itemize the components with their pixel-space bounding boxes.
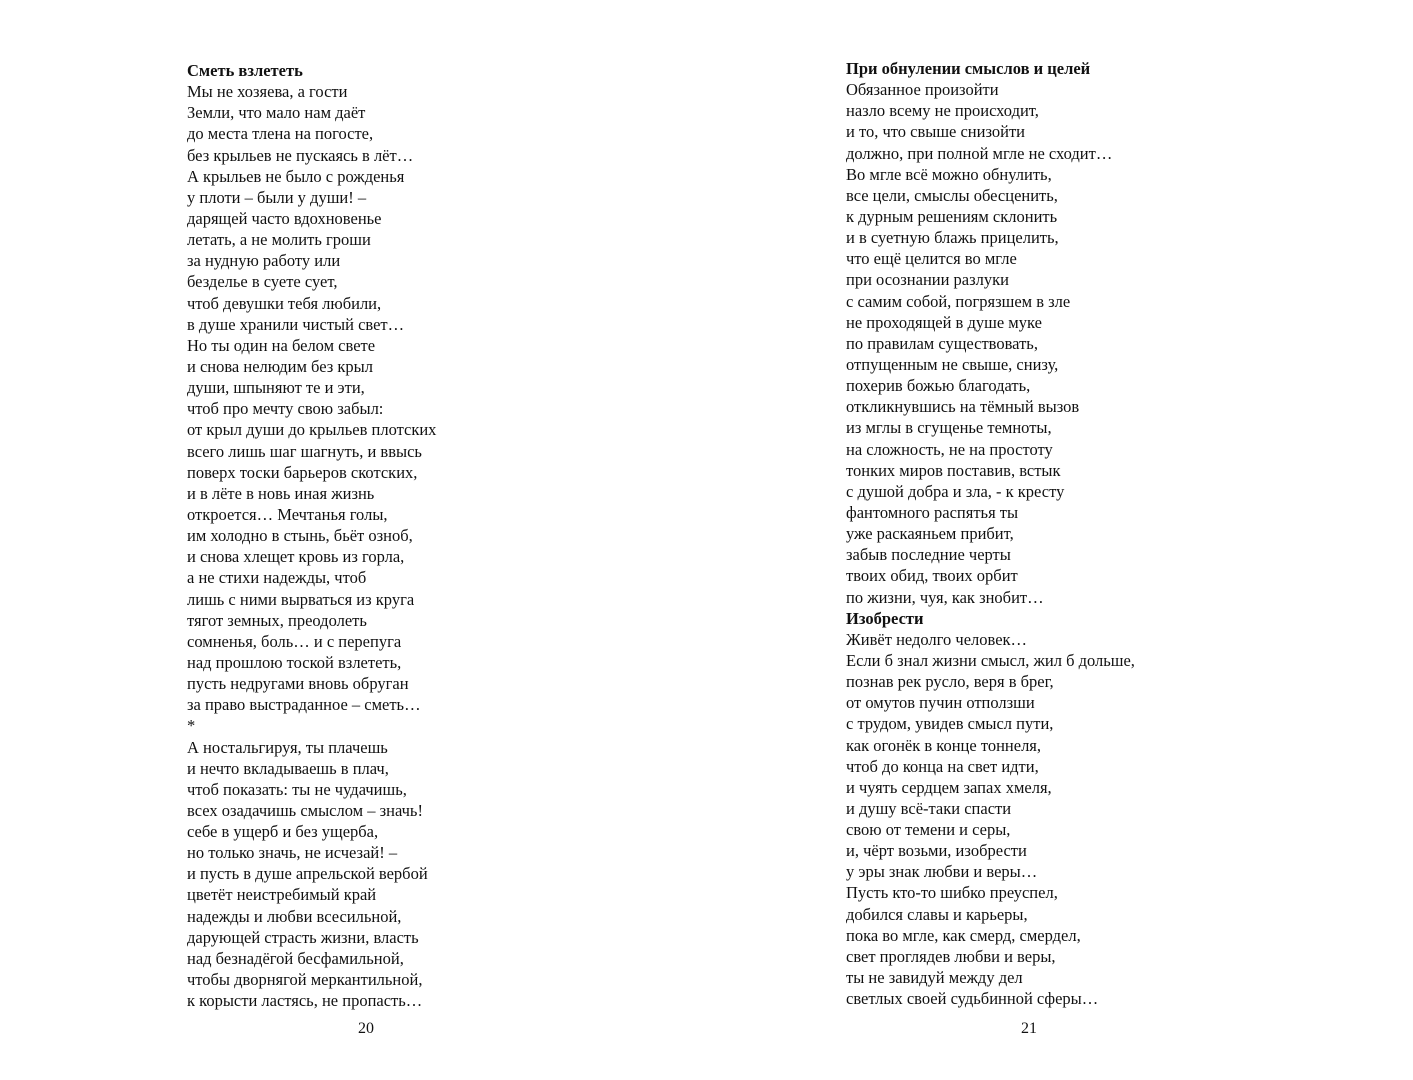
poem-line: при осознании разлуки bbox=[846, 270, 1009, 290]
poem-line: а не стихи надежды, чтоб bbox=[187, 568, 367, 588]
poem-line: надежды и любви всесильной, bbox=[187, 906, 402, 926]
poem-line: и то, что свыше снизойти bbox=[846, 122, 1025, 142]
poem-line: не проходящей в душе муке bbox=[846, 312, 1042, 332]
poem-line: к корысти ластясь, не пропасть… bbox=[187, 991, 423, 1011]
right-page bbox=[706, 0, 1413, 1080]
poem-line: и нечто вкладываешь в плач, bbox=[187, 758, 389, 778]
poem-line: свет проглядев любви и веры, bbox=[846, 946, 1056, 966]
poem-title: Изобрести bbox=[846, 608, 924, 628]
poem-line: по правилам существовать, bbox=[846, 333, 1038, 353]
page-number-left: 20 bbox=[358, 1020, 374, 1037]
poem-line: на сложность, не на простоту bbox=[846, 439, 1053, 459]
poem-line: дарящей часто вдохновенье bbox=[187, 208, 382, 228]
poem-line: тягот земных, преодолеть bbox=[187, 610, 367, 630]
poem-line: отпущенным не свыше, снизу, bbox=[846, 354, 1059, 374]
poem-line: А крыльев не было с рожденья bbox=[187, 166, 405, 186]
poem-line: Обязанное произойти bbox=[846, 80, 999, 100]
poem-line: цветёт неистребимый край bbox=[187, 885, 377, 905]
poem-line: Живёт недолго человек… bbox=[846, 629, 1028, 649]
poem-line: и в суетную блажь прицелить, bbox=[846, 228, 1059, 248]
poem-line: Земли, что мало нам даёт bbox=[187, 103, 366, 123]
poem-line: чтоб девушки тебя любили, bbox=[187, 293, 382, 313]
poem-line: у плоти – были у души! – bbox=[187, 187, 367, 207]
poem-line: от омутов пучин отползши bbox=[846, 693, 1035, 713]
poem-line: должно, при полной мгле не сходит… bbox=[846, 143, 1113, 163]
poem-line: дарующей страсть жизни, власть bbox=[187, 927, 419, 947]
poem-line: и снова нелюдим без крыл bbox=[187, 356, 373, 376]
poem-line: похерив божью благодать, bbox=[846, 376, 1031, 396]
poem-line: поверх тоски барьеров скотских, bbox=[187, 462, 418, 482]
poem-title: Сметь взлететь bbox=[187, 61, 303, 80]
right-page-text bbox=[846, 58, 1135, 1009]
poem-line: познав рек русло, веря в брег, bbox=[846, 672, 1054, 692]
poem-line: назло всему не происходит, bbox=[846, 101, 1039, 121]
poem-line: до места тлена на погосте, bbox=[187, 124, 374, 144]
poem-line: Но ты один на белом свете bbox=[187, 335, 376, 355]
poem-line: над безнадёгой бесфамильной, bbox=[187, 948, 404, 968]
poem-line: с душой добра и зла, - к кресту bbox=[846, 481, 1065, 501]
poem-line: и пусть в душе апрельской вербой bbox=[187, 864, 428, 884]
poem-line: сомненья, боль… и с перепуга bbox=[187, 631, 402, 651]
poem-line: и душу всё-таки спасти bbox=[846, 798, 1012, 818]
poem-line: тонких миров поставив, встык bbox=[846, 460, 1061, 480]
poem-line: без крыльев не пускаясь в лёт… bbox=[187, 145, 414, 165]
poem-line: над прошлою тоской взлететь, bbox=[187, 652, 402, 672]
poem-line: твоих обид, твоих орбит bbox=[846, 566, 1018, 586]
poem-line: добился славы и карьеры, bbox=[846, 904, 1028, 924]
poem-line: что ещё целится во мгле bbox=[846, 249, 1017, 269]
poem-line: все цели, смыслы обесценить, bbox=[846, 185, 1058, 205]
poem-line: откроется… Мечтанья голы, bbox=[187, 504, 388, 524]
poem-line: в душе хранили чистый свет… bbox=[187, 314, 405, 334]
poem-line: Пусть кто-то шибко преуспел, bbox=[846, 883, 1058, 903]
poem-line: как огонёк в конце тоннеля, bbox=[846, 735, 1042, 755]
poem-line: от крыл души до крыльев плотских bbox=[187, 420, 437, 440]
poem-line: Мы не хозяева, а гости bbox=[187, 82, 348, 102]
left-page-text bbox=[187, 60, 436, 1011]
poem-line: пока во мгле, как смерд, смердел, bbox=[846, 925, 1081, 945]
poem-line: и чуять сердцем запах хмеля, bbox=[846, 777, 1052, 797]
poem-line: уже раскаяньем прибит, bbox=[846, 524, 1014, 544]
poem-line: и снова хлещет кровь из горла, bbox=[187, 547, 405, 567]
poem-line: * bbox=[187, 716, 196, 736]
poem-line: за право выстраданное – сметь… bbox=[187, 695, 421, 715]
poem-line: с трудом, увидев смысл пути, bbox=[846, 714, 1054, 734]
poem-line: Если б знал жизни смысл, жил б дольше, bbox=[846, 650, 1135, 670]
poem-line: души, шпыняют те и эти, bbox=[187, 378, 365, 398]
poem-line: всех озадачишь смыслом – значь! bbox=[187, 800, 423, 820]
poem-line: из мглы в сгущенье темноты, bbox=[846, 418, 1052, 438]
poem-line: лишь с ними вырваться из круга bbox=[187, 589, 415, 609]
poem-line: фантомного распятья ты bbox=[846, 502, 1019, 522]
poem-line: у эры знак любви и веры… bbox=[846, 862, 1038, 882]
poem-line: светлых своей судьбинной сферы… bbox=[846, 989, 1099, 1009]
poem-line: свою от темени и серы, bbox=[846, 820, 1011, 840]
poem-line: пусть недругами вновь обруган bbox=[187, 674, 409, 694]
poem-line: по жизни, чуя, как знобит… bbox=[846, 587, 1044, 607]
left-page bbox=[0, 0, 706, 1080]
poem-line: но только значь, не исчезай! – bbox=[187, 843, 398, 863]
poem-line: и в лёте в новь иная жизнь bbox=[187, 483, 375, 503]
poem-line: Во мгле всё можно обнулить, bbox=[846, 164, 1052, 184]
poem-line: чтоб про мечту свою забыл: bbox=[187, 399, 384, 419]
poem-title: При обнулении смыслов и целей bbox=[846, 59, 1091, 78]
poem-line: чтоб показать: ты не чудачишь, bbox=[187, 779, 407, 799]
poem-line: забыв последние черты bbox=[846, 545, 1011, 565]
poem-line: им холодно в стынь, бьёт озноб, bbox=[187, 526, 413, 546]
poem-line: и, чёрт возьми, изобрести bbox=[846, 841, 1027, 861]
page-number-right: 21 bbox=[1021, 1020, 1037, 1037]
poem-line: за нудную работу или bbox=[187, 251, 341, 271]
poem-line: летать, а не молить гроши bbox=[187, 230, 371, 250]
poem-line: всего лишь шаг шагнуть, и ввысь bbox=[187, 441, 422, 461]
poem-line: безделье в суете сует, bbox=[187, 272, 338, 292]
poem-line: чтоб до конца на свет идти, bbox=[846, 756, 1039, 776]
poem-line: ты не завидуй между дел bbox=[846, 968, 1023, 988]
poem-line: с самим собой, погрязшем в зле bbox=[846, 291, 1071, 311]
poem-line: себе в ущерб и без ущерба, bbox=[187, 822, 379, 842]
poem-line: к дурным решениям склонить bbox=[846, 206, 1058, 226]
poem-line: откликнувшись на тёмный вызов bbox=[846, 397, 1080, 417]
poem-line: чтобы дворнягой меркантильной, bbox=[187, 970, 423, 990]
poem-line: А ностальгируя, ты плачешь bbox=[187, 737, 388, 757]
